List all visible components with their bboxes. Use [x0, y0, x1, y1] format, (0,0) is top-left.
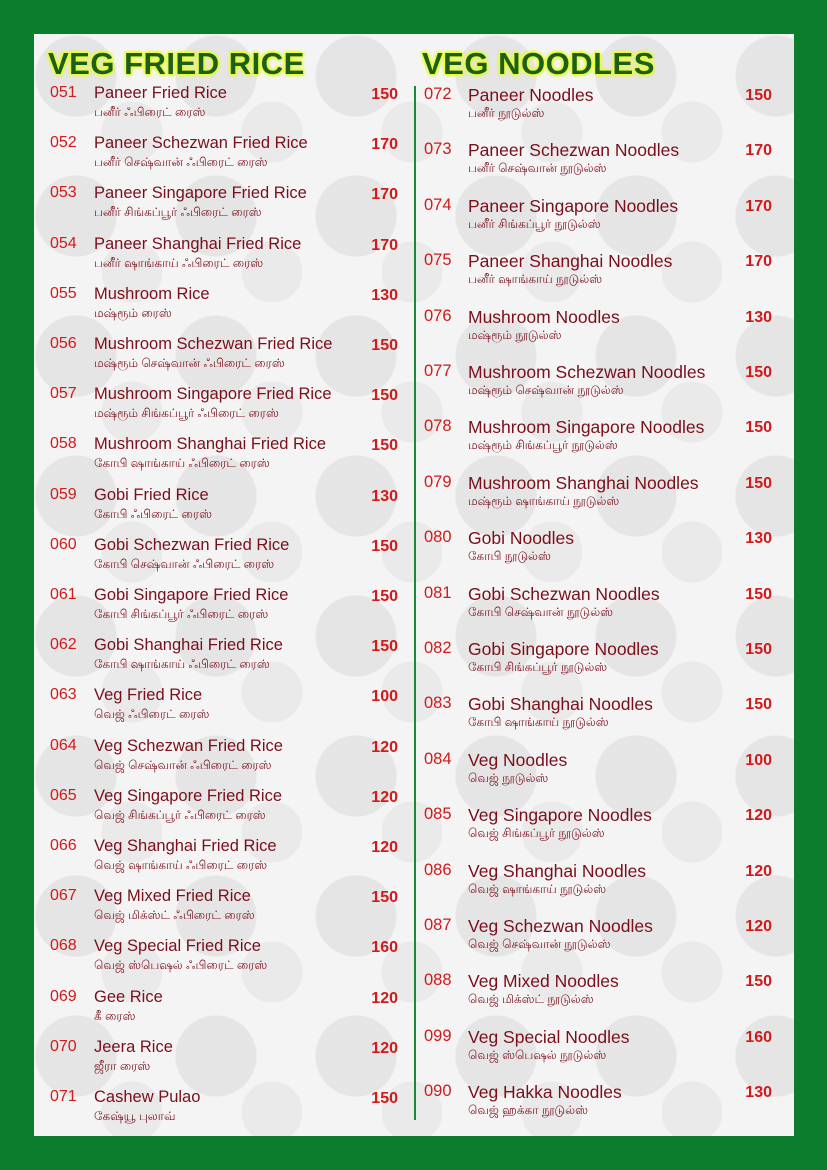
item-name-tamil: மஷ்ரூம் சிங்கப்பூர் ஃபிரைட் ரைஸ்	[94, 406, 279, 421]
item-name-tamil: கோபி செஷ்வான் நூடுல்ஸ்	[468, 604, 614, 619]
menu-item	[422, 362, 772, 408]
item-code: 054	[50, 234, 77, 252]
item-name-tamil: கோபி ஃபிரைட் ரைஸ்	[94, 506, 212, 521]
item-code: 063	[50, 686, 77, 704]
item-code: 062	[50, 636, 77, 654]
item-price: 170	[371, 136, 398, 154]
item-name-tamil: பனீர் சிங்கப்பூர் ஃபிரைட் ரைஸ்	[94, 205, 262, 220]
menu-item	[48, 536, 398, 582]
menu-item	[422, 694, 772, 740]
item-name-tamil: கேஷ்யூ புலாவ்	[94, 1109, 176, 1123]
item-name: Gobi Singapore Fried Rice	[94, 586, 289, 604]
menu-item	[48, 435, 398, 481]
item-code: 068	[50, 937, 77, 955]
item-name-tamil: பனீர் செஷ்வான் நூடுல்ஸ்	[468, 161, 607, 176]
menu-item	[422, 639, 772, 685]
item-code: 066	[50, 837, 77, 854]
item-name: Mushroom Shanghai Fried Rice	[94, 435, 327, 454]
item-name: Mushroom Shanghai Noodles	[468, 472, 699, 493]
item-price: 150	[371, 638, 398, 656]
item-code: 072	[424, 85, 452, 103]
item-code: 056	[50, 335, 77, 352]
item-name: Paneer Fried Rice	[94, 84, 227, 102]
item-name: Gobi Shanghai Fried Rice	[94, 636, 283, 655]
item-code: 079	[424, 472, 452, 491]
item-name: Paneer Noodles	[468, 85, 594, 105]
item-name-tamil: பனீர் சிங்கப்பூர் நூடுல்ஸ்	[468, 216, 601, 231]
item-name-tamil: வெஜ் நூடுல்ஸ்	[468, 770, 549, 785]
item-price: 150	[745, 87, 772, 104]
item-name: Veg Special Fried Rice	[94, 937, 261, 956]
menu-item	[422, 1082, 772, 1128]
item-name-tamil: வெஜ் ஃபிரைட் ரைஸ்	[94, 707, 210, 722]
item-name-tamil: வெஜ் ஸ்பெஷல் நூடுல்ஸ்	[468, 1047, 607, 1062]
item-name-tamil: பனீர் ஷாங்காய் ஃபிரைட் ரைஸ்	[94, 255, 264, 270]
item-price: 150	[371, 1090, 398, 1107]
item-code: 052	[50, 134, 77, 152]
menu-item	[422, 196, 772, 242]
item-price: 120	[745, 862, 772, 880]
item-name-tamil: வெஜ் மிக்ஸ்ட் நூடுல்ஸ்	[468, 992, 594, 1007]
item-price: 170	[371, 236, 398, 254]
item-name: Gobi Noodles	[468, 528, 575, 549]
item-price: 100	[745, 751, 772, 769]
item-name-tamil: மஷ்ரூம் சிங்கப்பூர் நூடுல்ஸ்	[468, 438, 618, 453]
menu-page	[34, 34, 794, 1136]
item-name: Veg Schezwan Fried Rice	[94, 736, 283, 755]
menu-item	[422, 85, 772, 131]
menu-item	[422, 916, 772, 962]
item-price: 130	[745, 308, 772, 326]
item-price: 120	[371, 839, 398, 856]
item-name: Mushroom Schezwan Fried Rice	[94, 335, 333, 353]
item-code: 053	[50, 184, 77, 202]
menu-item	[48, 184, 398, 230]
item-name: Mushroom Schezwan Noodles	[468, 362, 706, 382]
item-name: Paneer Schezwan Fried Rice	[94, 134, 308, 153]
item-name: Gobi Singapore Noodles	[468, 639, 659, 659]
item-code: 070	[50, 1037, 77, 1055]
item-name: Veg Special Noodles	[468, 1026, 630, 1047]
item-code: 085	[424, 805, 452, 824]
item-price: 130	[745, 530, 772, 548]
item-name-tamil: வெஜ் சிங்கப்பூர் ஃபிரைட் ரைஸ்	[94, 807, 266, 822]
item-name-tamil: பனீர் நூடுல்ஸ்	[468, 106, 545, 120]
rice-section-title: VEG FRIED RICE	[48, 46, 305, 81]
menu-item	[48, 235, 398, 281]
item-name: Gobi Fried Rice	[94, 485, 209, 504]
item-price: 150	[745, 474, 772, 492]
item-price: 150	[745, 419, 772, 437]
item-price: 120	[745, 918, 772, 935]
item-price: 120	[371, 1039, 398, 1057]
item-name-tamil: வெஜ் சிங்கப்பூர் நூடுல்ஸ்	[468, 826, 605, 841]
item-name: Gee Rice	[94, 987, 163, 1006]
menu-item	[422, 861, 772, 907]
item-code: 071	[50, 1088, 77, 1105]
item-name-tamil: பனீர் ஷாங்காய் நூடுல்ஸ்	[468, 272, 603, 287]
menu-item	[422, 473, 772, 519]
item-code: 069	[50, 987, 77, 1005]
menu-item	[422, 528, 772, 574]
item-code: 074	[424, 195, 452, 214]
item-code: 090	[424, 1082, 452, 1101]
item-name-tamil: கோபி ஷாங்காய் ஃபிரைட் ரைஸ்	[94, 456, 270, 471]
menu-item	[48, 335, 398, 381]
item-name-tamil: பனீர் ஃபிரைட் ரைஸ்	[94, 105, 206, 119]
item-name-tamil: கோபி சிங்கப்பூர் ஃபிரைட் ரைஸ்	[94, 607, 269, 621]
item-name: Cashew Pulao	[94, 1088, 201, 1106]
menu-item	[422, 1027, 772, 1073]
item-price: 150	[745, 696, 772, 714]
item-code: 077	[424, 362, 452, 380]
item-price: 130	[371, 286, 398, 304]
item-code: 083	[424, 694, 452, 713]
item-name-tamil: கோபி நூடுல்ஸ்	[468, 549, 551, 564]
item-name-tamil: கோபி ஷாங்காய் ஃபிரைட் ரைஸ்	[94, 657, 270, 672]
menu-item	[422, 805, 772, 851]
menu-item	[48, 787, 398, 833]
item-name: Paneer Singapore Fried Rice	[94, 184, 307, 203]
item-name-tamil: வெஜ் செஷ்வான் நூடுல்ஸ்	[468, 937, 611, 951]
item-price: 150	[745, 973, 772, 991]
menu-item	[48, 586, 398, 632]
item-name-tamil: கோபி ஷாங்காய் நூடுல்ஸ்	[468, 715, 609, 730]
item-code: 073	[424, 140, 452, 159]
item-name: Paneer Shanghai Noodles	[468, 251, 673, 272]
menu-item	[422, 417, 772, 463]
item-code: 057	[50, 385, 77, 403]
item-name: Mushroom Singapore Fried Rice	[94, 385, 332, 404]
item-name: Paneer Singapore Noodles	[468, 195, 679, 216]
item-code: 076	[424, 306, 452, 325]
menu-item	[422, 584, 772, 630]
item-price: 150	[371, 537, 398, 555]
item-name: Veg Shanghai Fried Rice	[94, 837, 277, 855]
menu-item	[48, 285, 398, 331]
item-name: Veg Singapore Fried Rice	[94, 786, 283, 805]
item-name: Paneer Shanghai Fried Rice	[94, 234, 302, 253]
item-code: 064	[50, 736, 77, 754]
menu-item	[48, 737, 398, 783]
item-price: 150	[745, 585, 772, 603]
item-name: Gobi Schezwan Noodles	[468, 583, 660, 604]
menu-item	[48, 1088, 398, 1134]
item-code: 081	[424, 583, 452, 602]
menu-item	[48, 134, 398, 180]
item-name-tamil: வெஜ் ஷாங்காய் நூடுல்ஸ்	[468, 881, 607, 896]
item-name: Gobi Schezwan Fried Rice	[94, 535, 290, 554]
item-code: 084	[424, 749, 452, 768]
item-price: 150	[371, 337, 398, 354]
column-divider	[414, 86, 416, 1120]
item-price: 160	[371, 939, 398, 957]
item-price: 120	[745, 807, 772, 825]
item-price: 170	[745, 253, 772, 271]
item-name: Jeera Rice	[94, 1037, 173, 1056]
item-price: 170	[371, 186, 398, 204]
item-name-tamil: மஷ்ரூம் ஷாங்காய் நூடுல்ஸ்	[468, 493, 620, 508]
menu-item	[48, 887, 398, 933]
item-name-tamil: மஷ்ரூம் செஷ்வான் நூடுல்ஸ்	[468, 383, 624, 397]
item-name-tamil: மஷ்ரூம் செஷ்வான் ஃபிரைட் ரைஸ்	[94, 356, 285, 370]
menu-item	[48, 636, 398, 682]
item-name: Mushroom Singapore Noodles	[468, 417, 705, 438]
item-price: 150	[371, 437, 398, 455]
menu-item	[48, 385, 398, 431]
menu-item	[48, 84, 398, 130]
item-name-tamil: வெஜ் ஹக்கா நூடுல்ஸ்	[468, 1103, 588, 1118]
item-code: 067	[50, 887, 77, 905]
menu-item	[48, 988, 398, 1034]
item-price: 160	[745, 1028, 772, 1046]
noodles-section-title: VEG NOODLES	[422, 46, 655, 81]
item-code: 087	[424, 916, 452, 934]
item-code: 065	[50, 786, 77, 804]
item-name-tamil: கோபி சிங்கப்பூர் நூடுல்ஸ்	[468, 660, 608, 674]
menu-item	[422, 750, 772, 796]
item-name-tamil: பனீர் செஷ்வான் ஃபிரைட் ரைஸ்	[94, 155, 268, 170]
item-name: Veg Mixed Fried Rice	[94, 887, 251, 906]
item-price: 170	[745, 197, 772, 215]
menu-item	[48, 937, 398, 983]
item-price: 130	[371, 487, 398, 505]
item-code: 082	[424, 639, 452, 657]
item-name-tamil: வெஜ் செஷ்வான் ஃபிரைட் ரைஸ்	[94, 757, 272, 772]
item-code: 078	[424, 417, 452, 436]
item-price: 130	[745, 1084, 772, 1102]
item-price: 100	[371, 688, 398, 706]
item-code: 055	[50, 284, 77, 302]
menu-item	[48, 1038, 398, 1084]
menu-item	[48, 686, 398, 732]
item-name: Veg Shanghai Noodles	[468, 860, 647, 881]
item-code: 059	[50, 485, 77, 503]
menu-item	[422, 140, 772, 186]
menu-item	[422, 971, 772, 1017]
item-name: Veg Mixed Noodles	[468, 971, 619, 992]
item-price: 150	[371, 86, 398, 103]
item-name: Mushroom Noodles	[468, 306, 620, 327]
menu-item	[48, 486, 398, 532]
item-name: Paneer Schezwan Noodles	[468, 140, 680, 161]
item-price: 150	[745, 641, 772, 658]
item-price: 120	[371, 788, 398, 806]
item-name: Mushroom Rice	[94, 284, 210, 303]
item-name-tamil: கோபி செஷ்வான் ஃபிரைட் ரைஸ்	[94, 556, 275, 571]
item-name: Gobi Shanghai Noodles	[468, 694, 653, 715]
item-price: 170	[745, 142, 772, 160]
item-name-tamil: வெஜ் மிக்ஸ்ட் ஃபிரைட் ரைஸ்	[94, 908, 255, 923]
item-code: 051	[50, 84, 77, 101]
item-price: 150	[371, 588, 398, 605]
item-code: 099	[424, 1026, 452, 1045]
item-code: 086	[424, 860, 452, 879]
item-price: 150	[745, 364, 772, 381]
item-code: 080	[424, 528, 452, 547]
item-code: 075	[424, 251, 452, 270]
item-name: Veg Schezwan Noodles	[468, 916, 653, 936]
menu-item	[422, 251, 772, 297]
item-price: 150	[371, 889, 398, 907]
item-code: 058	[50, 435, 77, 453]
item-name: Veg Singapore Noodles	[468, 805, 652, 826]
item-price: 150	[371, 387, 398, 405]
item-name-tamil: ஜீரா ரைஸ்	[94, 1058, 151, 1073]
item-price: 120	[371, 989, 398, 1007]
item-code: 088	[424, 971, 452, 990]
item-name-tamil: மஷ்ரூம் ரைஸ்	[94, 305, 172, 320]
item-name: Veg Fried Rice	[94, 686, 203, 705]
item-name-tamil: கீ ரைஸ்	[94, 1008, 136, 1023]
item-code: 061	[50, 586, 77, 603]
menu-item	[48, 837, 398, 883]
item-name-tamil: வெஜ் ஸ்பெஷல் ஃபிரைட் ரைஸ்	[94, 958, 268, 973]
item-name-tamil: மஷ்ரூம் நூடுல்ஸ்	[468, 327, 562, 342]
menu-item	[422, 307, 772, 353]
item-name: Veg Noodles	[468, 749, 568, 770]
item-code: 060	[50, 535, 77, 553]
item-name-tamil: வெஜ் ஷாங்காய் ஃபிரைட் ரைஸ்	[94, 858, 268, 872]
item-price: 120	[371, 738, 398, 756]
item-name: Veg Hakka Noodles	[468, 1082, 622, 1103]
